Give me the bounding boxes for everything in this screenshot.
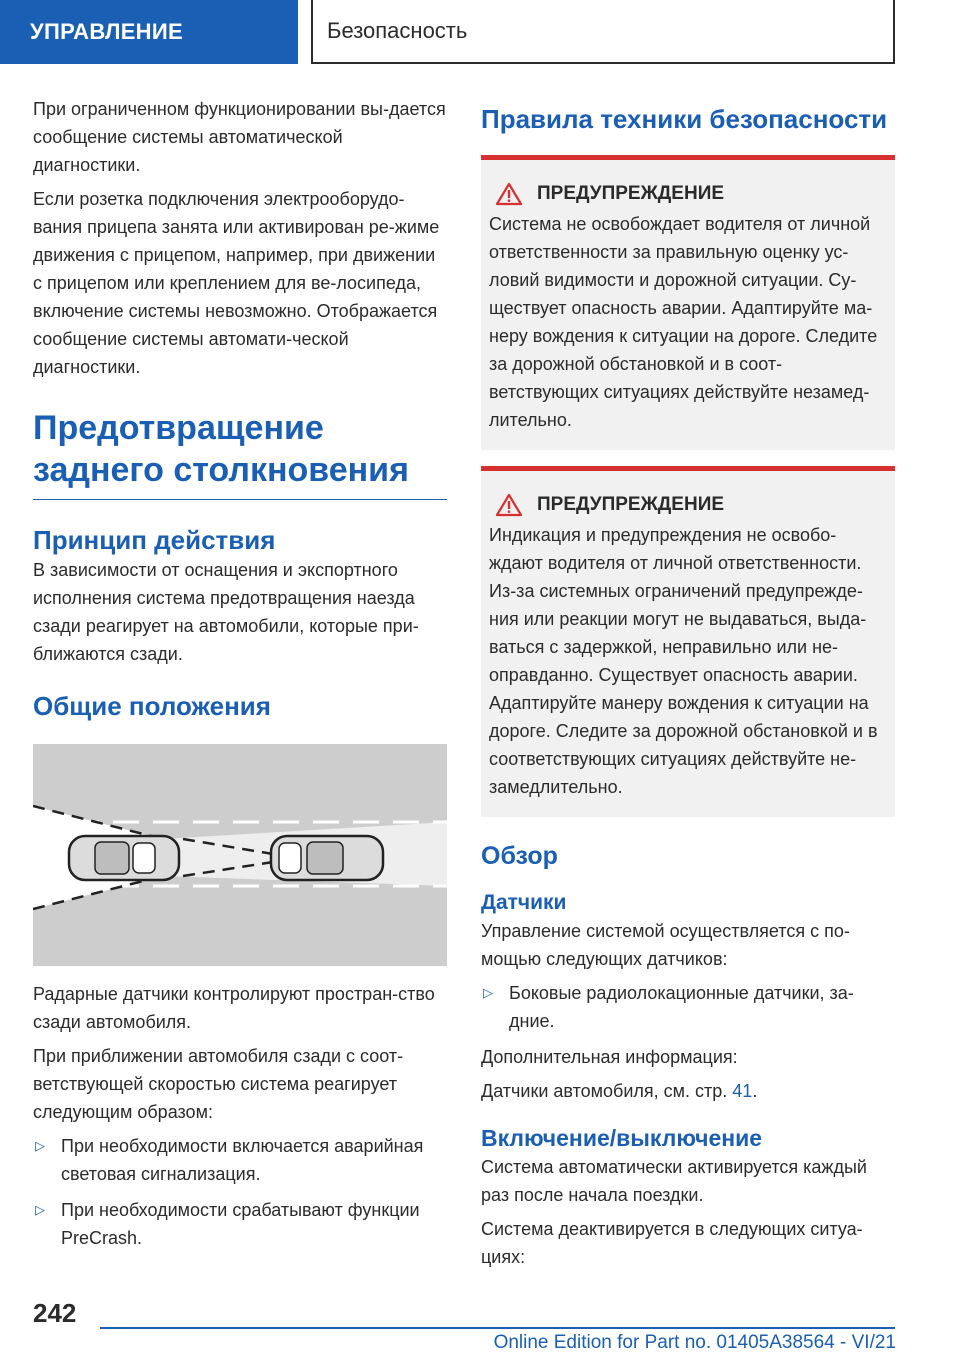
reference-paragraph: Датчики автомобиля, см. стр. 41. <box>481 1081 758 1101</box>
warning-triangle-icon <box>495 493 523 517</box>
heading-safety-rules: Правила техники безопасности <box>481 104 888 134</box>
heading-overview: Обзор <box>481 842 558 870</box>
list-item: ▷ При необходимости срабатывают функции PreCrash. <box>33 1196 447 1252</box>
heading-sensors: Датчики <box>481 891 567 914</box>
heading-principle: Принцип действия <box>33 525 276 555</box>
intro-paragraph-2: Если розетка подключения электрооборудо-вания прицепа занята или активирован ре-жиме движения с прицепом, например, при движении с прицепом или креплением для ве-лосипеда, включение системы невозможно. Отображается сообщение системы автомати-ческой диагностики. <box>33 189 440 377</box>
principle-paragraph: В зависимости от оснащения и экспортного исполнения система предотвращения наезда сзади реагирует на автомобили, которые при-ближаются сзади. <box>33 560 419 664</box>
chapter-title: УПРАВЛЕНИЕ <box>30 19 183 44</box>
heading-general: Общие положения <box>33 691 271 721</box>
figure-caption: Радарные датчики контролируют простран-ство сзади автомобиля. <box>33 984 435 1032</box>
warning-label: ПРЕДУПРЕЖДЕНИЕ <box>537 494 725 515</box>
rear-radar-figure <box>33 744 447 966</box>
warning-text-2: Индикация и предупреждения не освобо-ждают водителя от личной ответственности. Из-за системных ограничений предупрежде-ния или реакции могут не выдаваться, выда-ваться с задержкой, неправильно или не-оправданно. Существует опасность аварии. Адаптируйте манеру вождения к ситуации на дороге. Следите за дорожной обстановкой и в соответствующих ситуациях действуйте не-замедлительно. <box>489 525 878 797</box>
radar-illustration <box>33 744 447 966</box>
warning-text-1: Система не освобождает водителя от личной ответственности за правильную оценку ус-ловий видимости и дорожной ситуации. Су-ществует опасность аварии. Адаптируйте ма-неру вождения к ситуации на дороге. Следите за дорожной обстановкой и в соот-ветствующих ситуациях действуйте незамед-лительно. <box>489 214 878 430</box>
intro-paragraph-1: При ограниченном функционировании вы-дается сообщение системы автоматической диагностики. <box>33 99 446 175</box>
rear-car-icon <box>69 836 179 880</box>
sensor-list <box>481 979 895 1035</box>
edition-footer: Online Edition for Part no. 01405A38564 - VI/21 <box>493 1332 896 1353</box>
on-off-paragraph-1: Система автоматически активируется каждый раз после начала поездки. <box>481 1157 867 1205</box>
on-off-paragraph-2: Система деактивируется в следующих ситуа-циях: <box>481 1219 863 1267</box>
own-car-icon <box>271 836 383 880</box>
triangle-bullet-icon: ▷ <box>35 1202 45 1217</box>
page-number: 242 <box>33 1298 77 1328</box>
list-item: ▷ При необходимости включается аварийная световая сигнализация. <box>33 1132 447 1188</box>
section-heading-rear-collision: Предотвращение заднего столкновения <box>33 407 447 500</box>
list-item: ▷ Боковые радиолокационные датчики, за-дние. <box>481 979 895 1035</box>
warning-triangle-icon <box>495 182 523 206</box>
reaction-list <box>33 1132 447 1252</box>
warning-label: ПРЕДУПРЕЖДЕНИЕ <box>537 183 725 204</box>
chapter-tab <box>0 0 298 64</box>
heading-on-off: Включение/выключение <box>481 1125 763 1151</box>
section-title: Безопасность <box>327 18 468 43</box>
right-column <box>481 95 895 1277</box>
section-header <box>311 0 895 64</box>
sensors-paragraph: Управление системой осуществляется с по-мощью следующих датчиков: <box>481 921 850 969</box>
footer-divider <box>100 1327 895 1329</box>
more-info-label: Дополнительная информация: <box>481 1047 738 1067</box>
page-reference-link[interactable]: 41 <box>732 1081 753 1101</box>
warning-box-1 <box>481 155 895 450</box>
triangle-bullet-icon: ▷ <box>35 1138 45 1153</box>
left-column <box>33 95 447 1260</box>
triangle-bullet-icon: ▷ <box>483 985 493 1000</box>
warning-box-2 <box>481 466 895 817</box>
approach-paragraph: При приближении автомобиля сзади с соот-ветствующей скоростью система реагирует следующим образом: <box>33 1046 404 1122</box>
